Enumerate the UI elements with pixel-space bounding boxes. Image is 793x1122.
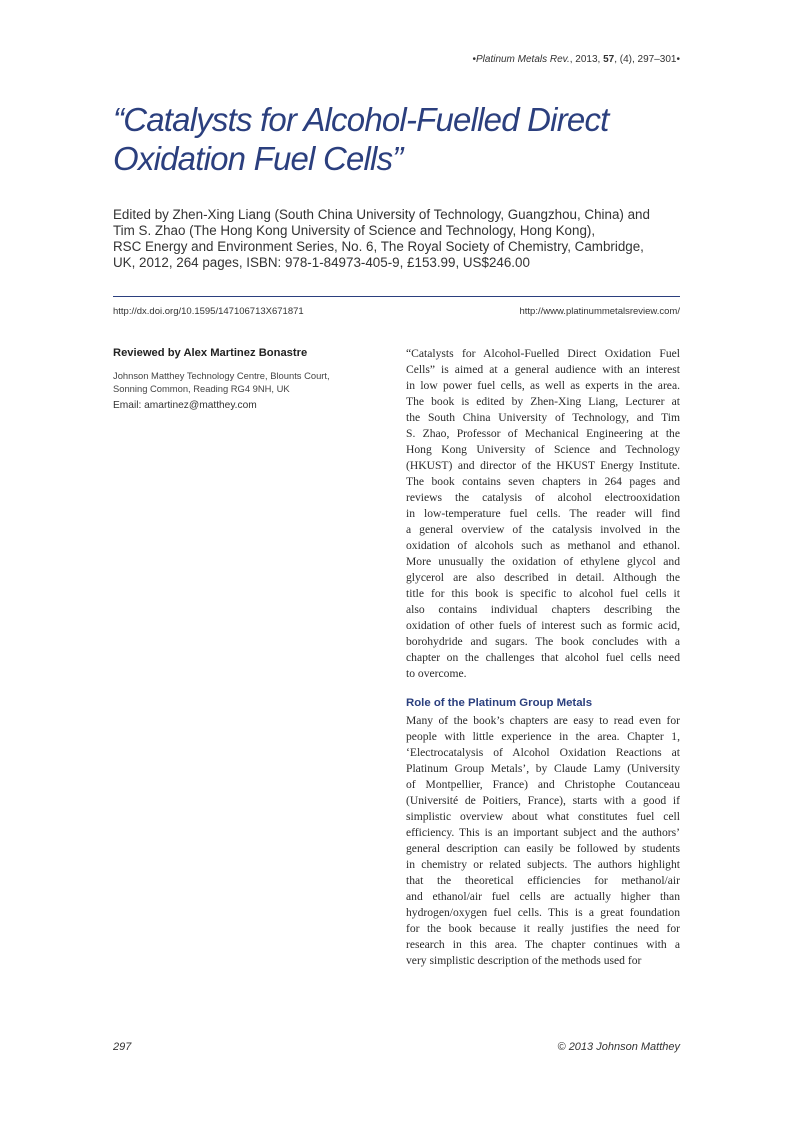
text-line: simplistic overview about what constitutes fuel cell — [406, 810, 680, 823]
text-line: More unusually the oxidation of ethylene glycol and — [406, 555, 680, 568]
divider-rule — [113, 296, 680, 297]
text-line: very simplistic description of the methods used for — [406, 954, 642, 967]
text-line: reviews the catalysis of alcohol electrooxidation — [406, 491, 680, 504]
book-details-line: RSC Energy and Environment Series, No. 6, The Royal Society of Chemistry, Cambridge, — [113, 239, 644, 254]
doi-link[interactable]: http://dx.doi.org/10.1595/147106713X671871 — [113, 306, 304, 317]
text-line: chapter on the challenges that alcohol fuel cells need — [406, 651, 680, 664]
book-details — [113, 207, 693, 271]
title-line-1: “Catalysts for Alcohol-Fuelled Direct — [113, 101, 609, 138]
text-line: S. Zhao, Professor of Mechanical Engineering at the — [406, 427, 680, 440]
journal-volume: 57 — [603, 54, 615, 65]
section-heading: Role of the Platinum Group Metals — [406, 697, 593, 709]
text-line: title for this book is specific to alcohol fuel cells it — [406, 587, 680, 600]
text-line: The book is edited by Zhen-Xing Liang, Lecturer at — [406, 395, 680, 408]
book-details-line: Edited by Zhen-Xing Liang (South China University of Technology, Guangzhou, China) and — [113, 207, 650, 222]
text-line: Many of the book’s chapters are easy to read even for — [406, 714, 680, 727]
text-line: borohydride and sugars. The book concludes with a — [406, 635, 680, 648]
book-details-line: UK, 2012, 264 pages, ISBN: 978-1-84973-405-9, £153.99, US$246.00 — [113, 255, 530, 270]
text-line: of Montpellier, France) and Christophe Coutanceau — [406, 778, 680, 791]
text-line: Hong Kong University of Science and Technology — [406, 443, 680, 456]
journal-year: , 2013, — [569, 54, 604, 65]
text-line: The book contains seven chapters in 264 pages and — [406, 475, 680, 488]
text-line: hydrogen/oxygen fuel cells. This is a great foundation — [406, 906, 680, 919]
title-line-2: Oxidation Fuel Cells” — [113, 140, 403, 177]
reviewer-email[interactable]: Email: amartinez@matthey.com — [113, 400, 257, 411]
book-details-line: Tim S. Zhao (The Hong Kong University of Science and Technology, Hong Kong), — [113, 223, 596, 238]
body-paragraph — [406, 713, 680, 969]
affiliation-line: Johnson Matthey Technology Centre, Blounts Court, — [113, 370, 330, 381]
text-line: to overcome. — [406, 667, 467, 680]
text-line: (Université de Poitiers, France), starts with a good if — [406, 794, 680, 807]
bullet-right: • — [676, 54, 680, 65]
journal-issue-pages: , (4), 297–301 — [614, 54, 677, 65]
text-line: Platinum Group Metals’, by Claude Lamy (University — [406, 762, 680, 775]
text-line: and ethanol/air fuel cells are actually higher than — [406, 890, 680, 903]
journal-url-link[interactable]: http://www.platinummetalsreview.com/ — [519, 306, 680, 317]
text-line: also contains individual chapters describing the — [406, 603, 680, 616]
text-line: efficiency. This is an important subject and the authors’ — [406, 826, 680, 839]
reviewer-name: Reviewed by Alex Martinez Bonastre — [113, 347, 308, 359]
text-line: a general overview of the catalysis involved in the — [406, 523, 680, 536]
bullet-left: • — [472, 54, 476, 65]
text-line: research in this area. The chapter continues with a — [406, 938, 680, 951]
text-line: ‘Electrocatalysis of Alcohol Oxidation Reactions at — [406, 746, 680, 759]
text-line: glycerol are also described in detail. Although the — [406, 571, 680, 584]
text-line: for the book because it really justifies the need for — [406, 922, 680, 935]
text-line: general description can easily be followed by students — [406, 842, 680, 855]
text-line: in low-temperature fuel cells. The reader will find — [406, 507, 680, 520]
journal-reference — [472, 54, 680, 65]
reviewer-affiliation — [113, 369, 363, 395]
text-line: (HKUST) and director of the HKUST Energy Institute. — [406, 459, 680, 472]
text-line: in chemistry or related subjects. The authors highlight — [406, 858, 680, 871]
text-line: people with little experience in the area. Chapter 1, — [406, 730, 680, 743]
text-line: oxidation of alcohols such as methanol and ethanol. — [406, 539, 680, 552]
copyright-notice: © 2013 Johnson Matthey — [557, 1041, 680, 1053]
page-title — [113, 100, 693, 178]
text-line: “Catalysts for Alcohol-Fuelled Direct Oxidation Fuel — [406, 347, 680, 360]
text-line: oxidation of other fuels of interest such as formic acid, — [406, 619, 680, 632]
affiliation-line: Sonning Common, Reading RG4 9NH, UK — [113, 383, 290, 394]
journal-name: Platinum Metals Rev. — [475, 54, 570, 65]
text-line: Cells” is aimed at a general audience with an interest — [406, 363, 680, 376]
text-line: that the theoretical efficiencies for methanol/air — [406, 874, 680, 887]
text-line: in low power fuel cells, as well as experts in the area. — [406, 379, 680, 392]
text-line: the South China University of Technology, and Tim — [406, 411, 680, 424]
intro-paragraph — [406, 346, 680, 682]
page-number: 297 — [113, 1041, 132, 1053]
